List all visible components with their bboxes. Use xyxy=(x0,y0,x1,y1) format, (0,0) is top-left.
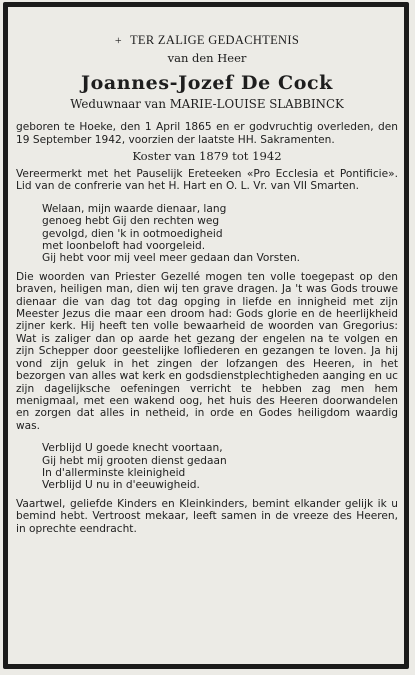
verse-line: met loonbeloft had voorgeleid. xyxy=(42,240,206,253)
verse-line: gevolgd, dien 'k in ootmoedigheid xyxy=(42,227,223,240)
verse-line: Verblijd U goede knecht voortaan, xyxy=(42,442,223,455)
verse-line: genoeg hebt Gij den rechten weg xyxy=(42,215,220,228)
honors-paragraph: Vereermerkt met het Pauselijk Ereteeken «Pro Ecclesia et Pontificie». Lid van de confrerie van het H. Hart en O. L. Vr. van VII Smarten. xyxy=(16,168,398,193)
widower-line: Weduwnaar van MARIE-LOUISE SLABBINCK xyxy=(70,96,344,111)
from-line: van den Heer xyxy=(167,50,247,65)
cross-icon: + xyxy=(114,33,122,47)
verse-line: Gij hebt mij grooten dienst gedaan xyxy=(42,454,227,467)
verse-two xyxy=(14,442,400,492)
farewell-paragraph: Vaartwel, geliefde Kinders en Kleinkinders, bemint elkander gelijk ik u bemind hebt. Vertroost mekaar, leeft samen in de vreeze des Heeren, in oprechte eendracht. xyxy=(16,497,398,535)
heading-text: TER ZALIGE GEDACHTENIS xyxy=(130,33,300,47)
verse-one xyxy=(14,203,400,265)
koster-line: Koster van 1879 tot 1942 xyxy=(132,149,282,164)
birth-death-paragraph: geboren te Hoeke, den 1 April 1865 en er godvruchtig overleden, den 19 September 1942, voorzien der laatste HH. Sakramenten. xyxy=(16,121,398,146)
body-paragraph: Die woorden van Priester Gezellé mogen ten volle toegepast op den braven, heiligen man, dien wij ten grave dragen. Ja 't was Gods trouwe dienaar die van dag tot dag opging in liefde en innigheid met zijn Meester Jezus die maar een droom had: Gods glorie en de heerlijkheid zijner kerk. Hij heeft ten volle bewaarheid de woorden van Gregorius: Wat is zaliger dan op aarde het gezang der engelen na te volgen en zijn Schepper door geestelijke lofliederen en gezangen te loven. Ja hij vond zijn geluk in het zingen der lofzangen des Heeren, in het bezorgen van alles wat kerk en godsdienstplechtigheden aanging en uc zijn dagelijksche oefeningen verricht te hebben zag men hem menigmaal, met een wakend oog, het huis des Heeren doorwandelen en zorgen dat alles in netheid, in orde en Godes heiligdom waardig was. xyxy=(16,270,398,432)
deceased-name: Joannes-Jozef De Cock xyxy=(81,71,333,94)
verse-line: Verblijd U nu in d'eeuwigheid. xyxy=(42,479,200,492)
card-content xyxy=(14,12,400,662)
verse-line: Gij hebt voor mij veel meer gedaan dan Vorsten. xyxy=(42,252,301,265)
card-heading xyxy=(14,34,400,48)
verse-line: Welaan, mijn waarde dienaar, lang xyxy=(42,202,227,215)
verse-line: In d'allerminste kleinigheid xyxy=(42,466,186,479)
